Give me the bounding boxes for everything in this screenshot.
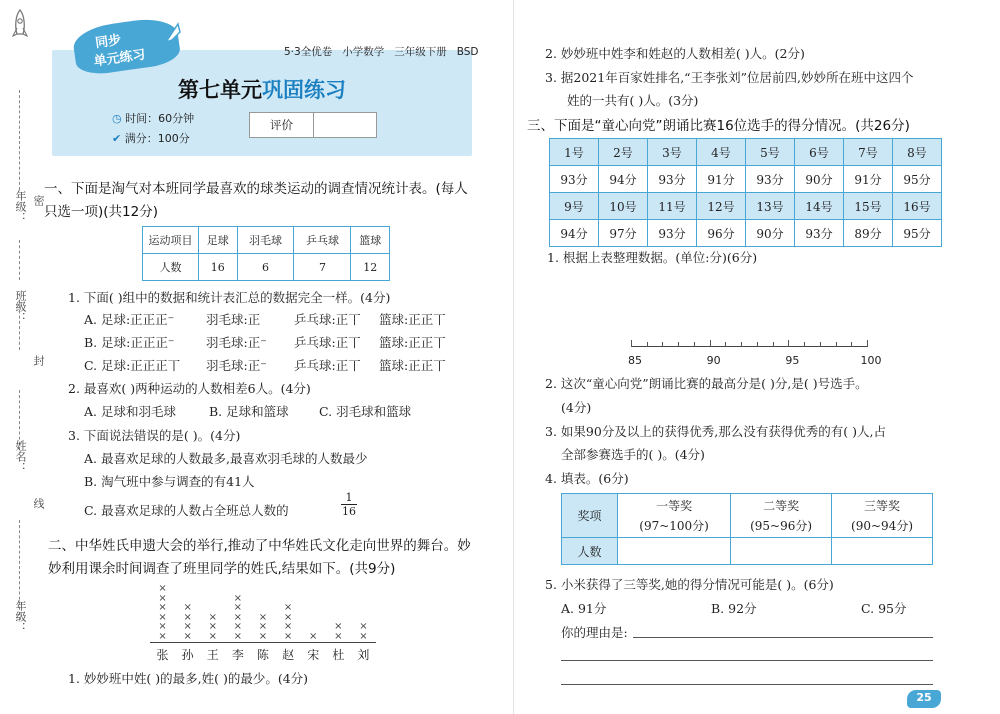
tally-mark: × — [283, 621, 293, 633]
s3-q5-option-a[interactable]: A. 91分 — [561, 601, 607, 616]
surname-label: 张 — [156, 648, 169, 662]
evaluation-label: 评价 — [250, 113, 314, 137]
contestant-id-cell: 14号 — [795, 193, 844, 220]
number-line-label: 90 — [706, 354, 721, 367]
number-line-label: 95 — [785, 354, 800, 367]
number-line-tick — [867, 340, 868, 347]
contestant-id-cell: 3号 — [648, 139, 697, 166]
left-page — [44, 0, 514, 714]
table-cell: 6 — [237, 254, 294, 281]
number-line-tick — [678, 342, 679, 347]
contestant-id-cell: 15号 — [844, 193, 893, 220]
number-line-tick — [631, 340, 632, 347]
contestant-id-cell: 12号 — [697, 193, 746, 220]
cut-mark-xian: 线 — [32, 498, 45, 509]
edition: BSD — [456, 46, 479, 58]
badge-line1: 同步 — [94, 32, 123, 52]
page-gutter — [513, 0, 514, 714]
subject: 小学数学 — [342, 46, 385, 58]
cut-mark-feng: 封 — [32, 355, 45, 366]
tally-mark: × — [233, 602, 243, 614]
number-line-label: 100 — [860, 354, 882, 367]
surname-label: 刘 — [357, 648, 370, 662]
award-col-second — [731, 494, 832, 538]
tally-mark: × — [158, 611, 167, 623]
award-count-input[interactable] — [832, 538, 933, 565]
surname-x-chart — [150, 580, 376, 642]
fraction-numerator: 1 — [341, 491, 357, 505]
s1-q1-option-c[interactable]: C. 足球:正正正丅 — [84, 358, 181, 373]
tally-mark: × — [283, 602, 293, 614]
series-info — [284, 44, 479, 59]
contestant-id-cell: 7号 — [844, 139, 893, 166]
table-row-label: 人数 — [143, 254, 199, 281]
number-line-label: 85 — [628, 354, 642, 367]
s1-question-2: 2. 最喜欢( )两种运动的人数相差6人。(4分) — [68, 381, 311, 396]
s3-question-3-line2: 全部参赛选手的( )。(4分) — [561, 447, 705, 462]
binding-margin — [0, 0, 44, 714]
evaluation-box — [249, 112, 377, 138]
award-col-third — [832, 494, 933, 538]
tally-mark: × — [359, 631, 368, 642]
contestant-id-cell: 10号 — [599, 193, 648, 220]
number-line-tick — [757, 342, 758, 347]
surname-label: 李 — [231, 648, 244, 662]
contestant-id-cell: 9号 — [550, 193, 599, 220]
s3-question-4: 4. 填表。(6分) — [545, 471, 629, 486]
s3-question-2-line1: 2. 这次“童心向党”朗诵比赛的最高分是( )分,是( )号选手。 — [545, 376, 868, 391]
contestant-id-cell: 1号 — [550, 139, 599, 166]
tally-mark: × — [183, 602, 192, 614]
tally-mark: × — [334, 631, 343, 642]
tally-mark: × — [158, 583, 167, 594]
s2-question-3-line1: 3. 据2021年百家姓排名,“王李张刘”位居前四,妙妙所在班中这四个 — [545, 70, 914, 85]
grade-book: 三年级下册 — [394, 46, 447, 58]
award-range: (90~94分) — [851, 518, 914, 533]
number-line-tick — [851, 342, 852, 347]
time-info — [112, 110, 194, 126]
surname-label: 杜 — [332, 648, 345, 662]
contestant-score-cell: 90分 — [746, 220, 795, 247]
award-header-label: 奖项 — [562, 494, 618, 538]
tally-mark: × — [258, 611, 268, 623]
tally-mark: × — [158, 592, 167, 604]
s1-q2-option-b[interactable]: B. 足球和篮球 — [209, 404, 289, 419]
contestant-score-cell: 96分 — [697, 220, 746, 247]
s1-q1-option-b-badminton: 羽毛球:正⁻ — [206, 335, 267, 350]
section2-heading-line2: 妙利用课余时间调查了班里同学的姓氏,结果如下。(共9分) — [48, 561, 396, 577]
contestant-score-cell: 93分 — [746, 166, 795, 193]
tally-mark: × — [233, 621, 243, 633]
surname-label: 赵 — [282, 648, 295, 662]
s1-q1-option-a[interactable]: A. 足球:正正正⁻ — [84, 312, 175, 327]
s1-q1-option-b-basketball: 篮球:正正丅 — [379, 335, 446, 350]
check-icon: ✔ — [112, 132, 122, 145]
evaluation-input[interactable] — [315, 113, 377, 137]
s1-question-3: 3. 下面说法错误的是( )。(4分) — [68, 428, 241, 443]
contestant-score-cell: 90分 — [795, 166, 844, 193]
s1-q2-option-a[interactable]: A. 足球和羽毛球 — [84, 404, 176, 419]
s1-question-1: 1. 下面( )组中的数据和统计表汇总的数据完全一样。(4分) — [68, 290, 391, 305]
table-header: 篮球 — [351, 227, 390, 254]
contestant-score-cell: 91分 — [697, 166, 746, 193]
clock-icon: ◷ — [112, 112, 122, 125]
section1-heading-line1: 一、下面是淘气对本班同学最喜欢的球类运动的调查情况统计表。(每人 — [44, 181, 468, 197]
school-label: 年级： — [14, 600, 27, 633]
s3-question-3-line1: 3. 如果90分及以上的获得优秀,那么没有获得优秀的有( )人,占 — [545, 424, 886, 439]
tally-mark: × — [309, 631, 318, 642]
tally-mark: × — [158, 602, 167, 614]
tally-mark: × — [233, 592, 243, 604]
s3-question-2-line2: (4分) — [561, 400, 592, 415]
class-label: 年级： — [14, 190, 27, 223]
tally-mark: × — [183, 611, 192, 623]
number-line-tick — [741, 342, 742, 347]
table-header: 乒乓球 — [294, 227, 351, 254]
tally-mark: × — [359, 621, 368, 633]
tally-mark: × — [283, 631, 293, 642]
fraction-denominator: 16 — [342, 505, 356, 518]
reason-label: 你的理由是: — [561, 625, 628, 640]
s2-question-3-line2: 姓的一共有( )人。(3分) — [567, 93, 699, 108]
cut-mark-mi: 密 — [32, 195, 45, 206]
score-info — [112, 130, 190, 146]
award-row-label: 人数 — [562, 538, 618, 565]
page-number-badge — [907, 690, 941, 708]
table-header: 足球 — [199, 227, 238, 254]
title-unit: 第七单元 — [178, 78, 262, 102]
section3-heading: 三、下面是“童心向党”朗诵比赛16位选手的得分情况。(共26分) — [527, 118, 910, 134]
surname-label: 王 — [206, 648, 219, 662]
award-name: 三等奖 — [864, 498, 901, 513]
contestant-score-cell: 95分 — [893, 220, 942, 247]
series-name: 5·3全优卷 — [284, 46, 333, 58]
contestant-score-cell: 95分 — [893, 166, 942, 193]
table-header: 羽毛球 — [237, 227, 294, 254]
surname-labels — [150, 646, 376, 662]
number-line-labels — [625, 354, 882, 368]
rocket-icon — [9, 8, 31, 42]
s1-q1-option-b[interactable]: B. 足球:正正正⁻ — [84, 335, 175, 350]
number-line — [631, 346, 867, 347]
number-line-tick — [788, 340, 789, 347]
tally-mark: × — [208, 621, 217, 633]
award-table — [561, 493, 933, 565]
s1-q1-option-c-basketball: 篮球:正正丅 — [379, 358, 446, 373]
s1-q1-option-a-badminton: 羽毛球:正 — [206, 312, 261, 327]
contestant-id-cell: 4号 — [697, 139, 746, 166]
contestant-id-cell: 13号 — [746, 193, 795, 220]
s1-q3-option-c-text: C. 最喜欢足球的人数占全班总人数的 — [84, 503, 289, 518]
section2-heading-line1: 二、中华姓氏申遗大会的举行,推动了中华姓氏文化走向世界的舞台。妙 — [48, 538, 471, 554]
contestant-score-cell: 89分 — [844, 220, 893, 247]
right-page — [525, 0, 995, 714]
contestant-score-cell: 94分 — [550, 220, 599, 247]
number-line-tick — [694, 342, 695, 347]
award-range: (97~100分) — [639, 518, 709, 533]
tally-mark: × — [258, 621, 268, 633]
reason-line[interactable] — [561, 660, 933, 661]
tally-mark: × — [183, 631, 192, 642]
tally-mark: × — [158, 621, 167, 633]
number-line-tick — [773, 342, 774, 347]
number-line-tick — [710, 340, 711, 347]
s1-q1-option-a-basketball: 篮球:正正丅 — [379, 312, 446, 327]
tally-mark: × — [334, 621, 343, 633]
reason-line[interactable] — [633, 637, 933, 638]
contestant-id-cell: 2号 — [599, 139, 648, 166]
score-table — [549, 138, 942, 247]
number-line-tick — [662, 342, 663, 347]
tally-mark: × — [183, 621, 192, 633]
badge-line2: 单元练习 — [92, 47, 147, 70]
s3-question-5: 5. 小米获得了三等奖,她的得分情况可能是( )。(6分) — [545, 577, 834, 592]
s1-q1-option-b-pingpong: 乒乓球:正丅 — [294, 335, 361, 350]
s1-q3-option-c[interactable] — [84, 501, 289, 519]
surname-label: 宋 — [307, 648, 320, 662]
contestant-score-cell: 93分 — [648, 220, 697, 247]
title-practice: 巩固练习 — [262, 78, 346, 102]
score-label: 满分：100分 — [124, 132, 190, 145]
reason-line[interactable] — [561, 684, 933, 685]
section1-heading-line2: 只选一项)(共12分) — [44, 204, 158, 220]
tally-mark: × — [208, 611, 217, 623]
s2-question-1: 1. 妙妙班中姓( )的最多,姓( )的最少。(4分) — [68, 671, 309, 686]
tally-mark: × — [283, 611, 293, 623]
surname-chart-baseline — [150, 642, 376, 643]
surname-label: 陈 — [256, 648, 269, 662]
number-line-tick — [804, 342, 805, 347]
sports-table — [142, 226, 390, 281]
rocket-badge-icon — [162, 20, 184, 46]
s1-q2-option-c[interactable]: C. 羽毛球和篮球 — [319, 404, 412, 419]
contestant-id-cell: 11号 — [648, 193, 697, 220]
contestant-id-cell: 6号 — [795, 139, 844, 166]
number-line-tick — [647, 342, 648, 347]
contestant-score-cell: 93分 — [795, 220, 844, 247]
s3-q5-option-c[interactable]: C. 95分 — [861, 601, 907, 616]
page-number: 25 — [916, 691, 932, 704]
award-name: 二等奖 — [763, 498, 800, 513]
page-title — [178, 74, 346, 104]
time-label: 时间：60分钟 — [125, 112, 195, 125]
s3-question-1: 1. 根据上表整理数据。(单位:分)(6分) — [547, 250, 758, 265]
name-label: 姓名： — [14, 440, 27, 473]
s1-q1-option-c-badminton: 羽毛球:正⁻ — [206, 358, 267, 373]
fraction — [341, 491, 357, 518]
tally-mark: × — [208, 631, 217, 642]
grade-label: 班级： — [14, 290, 27, 323]
contestant-score-cell: 91分 — [844, 166, 893, 193]
number-line-tick — [725, 342, 726, 347]
table-cell: 7 — [294, 254, 351, 281]
tally-mark: × — [258, 631, 268, 642]
tally-mark: × — [158, 631, 167, 642]
contestant-score-cell: 93分 — [550, 166, 599, 193]
number-line-tick — [836, 342, 837, 347]
contestant-id-cell: 5号 — [746, 139, 795, 166]
s2-question-2: 2. 妙妙班中姓李和姓赵的人数相差( )人。(2分) — [545, 46, 805, 61]
s3-q5-option-b[interactable]: B. 92分 — [711, 601, 757, 616]
tally-mark: × — [233, 631, 243, 642]
s1-q1-option-a-pingpong: 乒乓球:正丅 — [294, 312, 361, 327]
table-header: 运动项目 — [143, 227, 199, 254]
award-name: 一等奖 — [656, 498, 693, 513]
s1-q3-option-a[interactable]: A. 最喜欢足球的人数最多,最喜欢羽毛球的人数最少 — [84, 451, 368, 466]
contestant-id-cell: 8号 — [893, 139, 942, 166]
s1-q1-option-c-pingpong: 乒乓球:正丅 — [294, 358, 361, 373]
s1-q3-option-b[interactable]: B. 淘气班中参与调查的有41人 — [84, 474, 255, 489]
table-cell: 16 — [199, 254, 238, 281]
table-cell: 12 — [351, 254, 390, 281]
number-line-tick — [820, 342, 821, 347]
award-count-input[interactable] — [731, 538, 832, 565]
tally-mark: × — [233, 611, 243, 623]
contestant-score-cell: 94分 — [599, 166, 648, 193]
award-count-input[interactable] — [618, 538, 731, 565]
surname-label: 孙 — [181, 648, 194, 662]
award-col-first — [618, 494, 731, 538]
contestant-score-cell: 97分 — [599, 220, 648, 247]
award-range: (95~96分) — [750, 518, 813, 533]
contestant-score-cell: 93分 — [648, 166, 697, 193]
contestant-id-cell: 16号 — [893, 193, 942, 220]
